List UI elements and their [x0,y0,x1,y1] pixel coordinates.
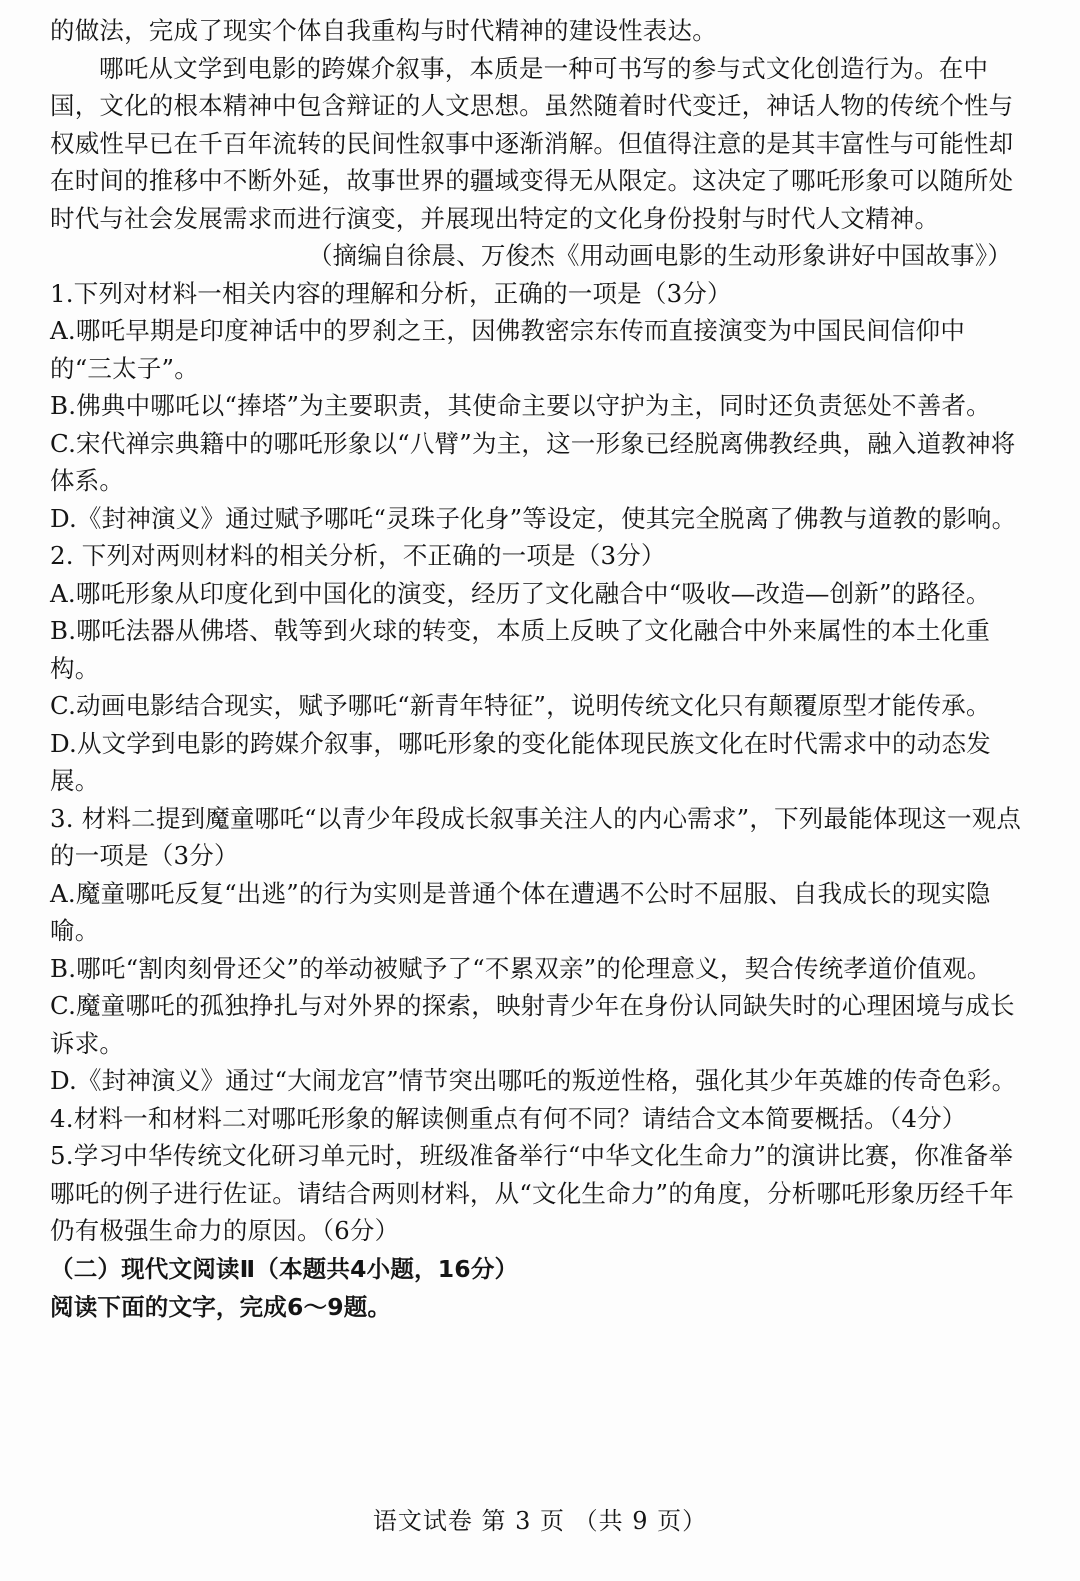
page-content [50,12,1022,1326]
question-1-option-c: C.宋代禅宗典籍中的哪吒形象以“八臂”为主，这一形象已经脱离佛教经典，融入道教神将体系。 [50,428,1016,495]
question-2 [50,537,1022,800]
passage-citation: （摘编自徐晨、万俊杰《用动画电影的生动形象讲好中国故事》） [307,241,1012,270]
section-title: （二）现代文阅读Ⅱ（本题共4小题，16分） [50,1254,519,1283]
question-2-stem: 2. 下列对两则材料的相关分析，不正确的一项是（3分） [50,541,666,570]
passage-continuation: 的做法，完成了现实个体自我重构与时代精神的建设性表达。 [50,16,717,45]
page-footer: 语文试卷 第 3 页 （共 9 页） [372,1507,708,1535]
question-1-option-b: B.佛典中哪吒以“捧塔”为主要职责，其使命主要以守护为主，同时还负责惩处不善者。 [50,391,991,420]
question-1 [50,275,1022,538]
question-2-option-d: D.从文学到电影的跨媒介叙事，哪吒形象的变化能体现民族文化在时代需求中的动态发展。 [50,728,991,795]
question-2-option-a: A.哪吒形象从印度化到中国化的演变，经历了文化融合中“吸收—改造—创新”的路径。 [50,578,991,608]
question-4-stem: 4.材料一和材料二对哪吒形象的解读侧重点有何不同？请结合文本简要概括。（4分） [50,1103,967,1133]
question-1-option-d: D.《封神演义》通过赋予哪吒“灵珠子化身”等设定，使其完全脱离了佛教与道教的影响。 [50,503,1017,533]
passage-paragraph: 哪吒从文学到电影的跨媒介叙事，本质是一种可书写的参与式文化创造行为。在中国，文化的根本精神中包含辩证的人文思想。虽然随着时代变迁，神话人物的传统个性与权威性早已在千百年流转的民间性叙事中逐渐消解。但值得注意的是其丰富性与可能性却在时间的推移中不断外延，故事世界的疆域变得无从限定。这决定了哪吒形象可以随所处时代与社会发展需求而进行演变，并展现出特定的文化身份投射与时代人文精神。 [50,53,1014,233]
question-5-stem: 5.学习中华传统文化研习单元时，班级准备举行“中华文化生命力”的演讲比赛，你准备举哪吒的例子进行佐证。请结合两则材料，从“文化生命力”的角度，分析哪吒形象历经千年仍有极强生命力的原因。（6分） [50,1141,1015,1245]
question-3-option-b: B.哪吒“割肉刻骨还父”的举动被赋予了“不累双亲”的伦理意义，契合传统孝道价值观。 [50,953,992,983]
question-2-option-b: B.哪吒法器从佛塔、戟等到火球的转变，本质上反映了文化融合中外来属性的本土化重构。 [50,616,991,683]
question-3-stem: 3. 材料二提到魔童哪吒“以青少年段成长叙事关注人的内心需求”，下列最能体现这一观点的一项是（3分） [50,803,1022,870]
question-3-option-c: C.魔童哪吒的孤独挣扎与对外界的探索，映射青少年在身份认同缺失时的心理困境与成长诉求。 [50,991,1015,1058]
question-1-stem: 1.下列对材料一相关内容的理解和分析，正确的一项是（3分） [50,278,732,308]
question-3-option-d: D.《封神演义》通过“大闹龙宫”情节突出哪吒的叛逆性格，强化其少年英雄的传奇色彩。 [50,1066,1017,1095]
question-3 [50,800,1022,1100]
question-2-option-c: C.动画电影结合现实，赋予哪吒“新青年特征”，说明传统文化只有颠覆原型才能传承。 [50,691,991,720]
question-1-option-a: A.哪吒早期是印度神话中的罗刹之王，因佛教密宗东传而直接演变为中国民间信仰中的“三太子”。 [50,316,966,383]
section-instruction: 阅读下面的文字，完成6～9题。 [50,1292,392,1321]
question-3-option-a: A.魔童哪吒反复“出逃”的行为实则是普通个体在遭遇不公时不屈服、自我成长的现实隐喻。 [50,878,991,945]
